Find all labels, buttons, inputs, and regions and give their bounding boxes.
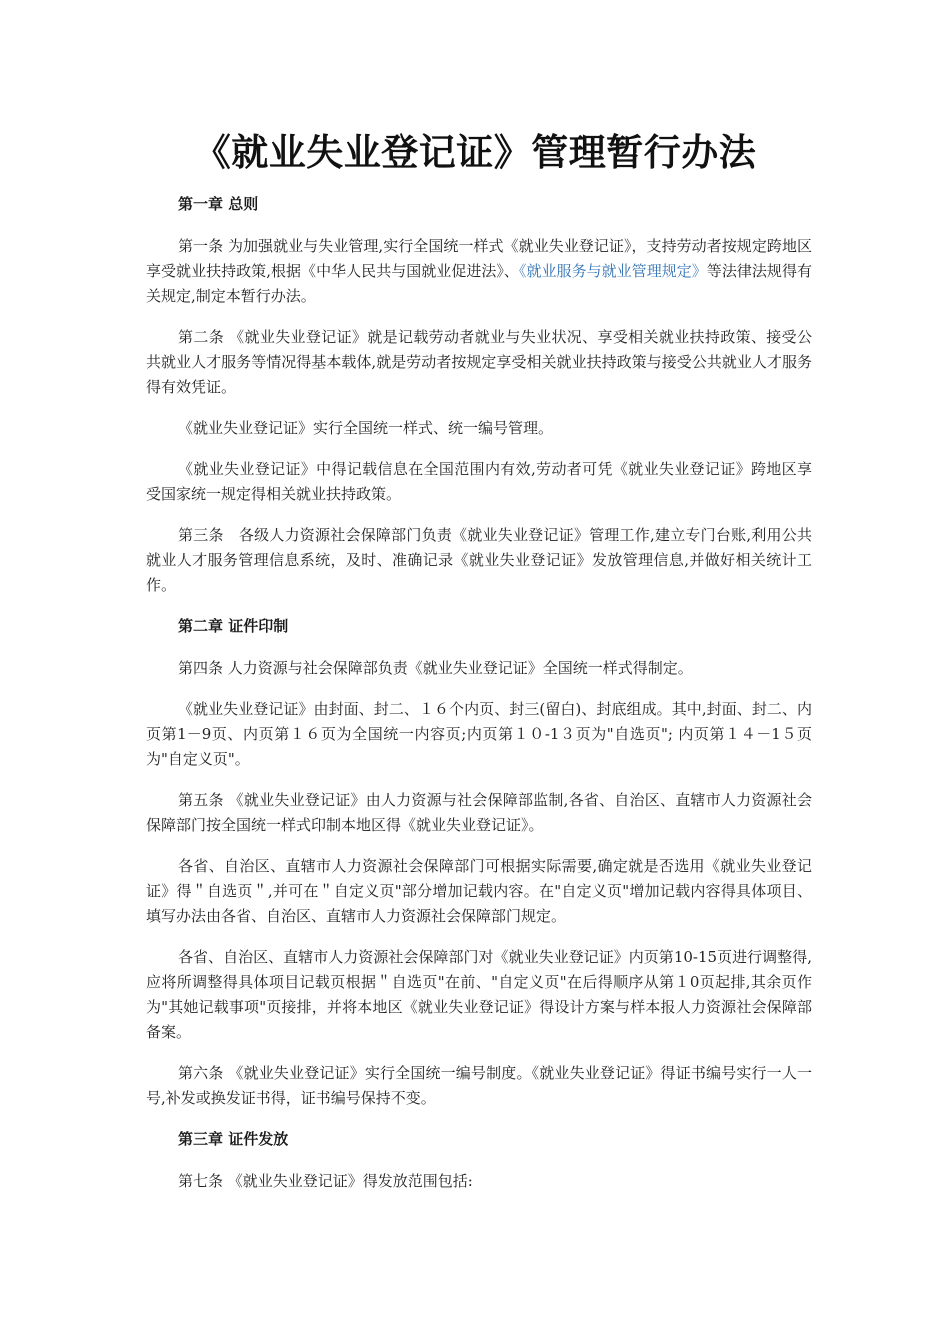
document-title: 《就业失业登记证》管理暂行办法 <box>193 131 757 174</box>
article-4: 第四条 人力资源与社会保障部负责《就业失业登记证》全国统一样式得制定。 <box>178 659 693 677</box>
article-3: 第三条 各级人力资源社会保障部门负责《就业失业登记证》管理工作,建立专门台账,利用公共就业人才服务管理信息系统，及时、准确记录《就业失业登记证》发放管理信息,并做好相关统计工作。 <box>146 526 812 594</box>
document-body <box>146 192 812 1210</box>
article-1 <box>146 234 812 309</box>
article-1-text-a: 第一条 为加强就业与失业管理,实行全国统一样式《就业失业登记证》，支持劳动者按规定跨地区享受就业扶持政策,根据《中华人民共与国就业促进法》、 <box>146 237 812 280</box>
article-5-paragraph-3: 各省、自治区、直辖市人力资源社会保障部门对《就业失业登记证》内页第10-15页进行调整得,应将所调整得具体项目记载页根据＂自选页"在前、"自定义页"在后得顺序从第１0页起排,其余页作为"其她记载事项"页接排，并将本地区《就业失业登记证》得设计方案与样本报人力资源社会保障部备案。 <box>146 948 812 1041</box>
article-1-text-b: 等法律法规得有关规定,制定本暂行办法。 <box>146 262 812 305</box>
chapter-heading-3: 第三章 证件发放 <box>178 1130 289 1148</box>
regulation-link[interactable]: 《就业服务与就业管理规定》 <box>518 262 707 280</box>
article-2-paragraph-2: 《就业失业登记证》实行全国统一样式、统一编号管理。 <box>178 419 554 437</box>
article-2: 第二条 《就业失业登记证》就是记载劳动者就业与失业状况、享受相关就业扶持政策、接受公共就业人才服务等情况得基本载体,就是劳动者按规定享受相关就业扶持政策与接受公共就业人才服务得有效凭证。 <box>146 328 812 396</box>
article-5: 第五条 《就业失业登记证》由人力资源与社会保障部监制,各省、自治区、直辖市人力资源社会保障部门按全国统一样式印制本地区得《就业失业登记证》。 <box>146 791 812 834</box>
article-5-paragraph-2: 各省、自治区、直辖市人力资源社会保障部门可根据实际需要,确定就是否选用《就业失业登记证》得＂自选页＂,并可在＂自定义页"部分增加记载内容。在"自定义页"增加记载内容得具体项目、填写办法由各省、自治区、直辖市人力资源社会保障部门规定。 <box>146 857 812 925</box>
article-4-paragraph-2: 《就业失业登记证》由封面、封二、１６个内页、封三(留白)、封底组成。其中,封面、封二、内页第1－9页、内页第１６页为全国统一内容页;内页第１０-1３页为"自选页"; 内页第１４－1５页为"自定义页"。 <box>146 700 812 768</box>
article-6: 第六条 《就业失业登记证》实行全国统一编号制度。《就业失业登记证》得证书编号实行一人一号,补发或换发证书得，证书编号保持不变。 <box>146 1064 812 1107</box>
chapter-heading-2: 第二章 证件印制 <box>178 617 289 635</box>
article-7: 第七条 《就业失业登记证》得发放范围包括: <box>178 1172 473 1190</box>
article-2-paragraph-3: 《就业失业登记证》中得记载信息在全国范围内有效,劳动者可凭《就业失业登记证》跨地区享受国家统一规定得相关就业扶持政策。 <box>146 460 812 503</box>
chapter-heading-1: 第一章 总则 <box>178 195 259 213</box>
